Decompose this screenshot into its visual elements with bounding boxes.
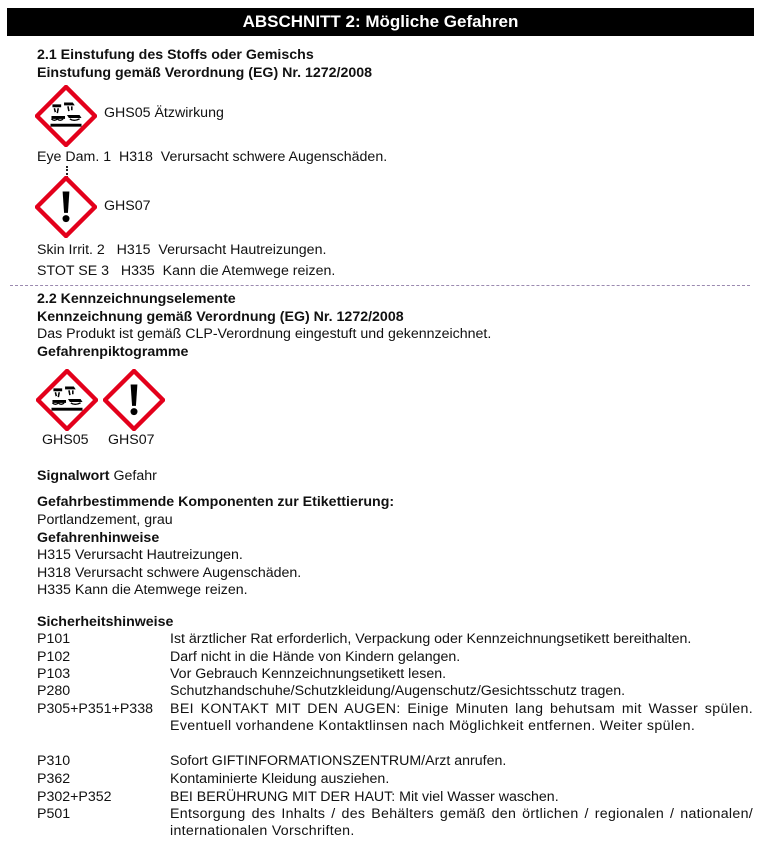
s21-subheading: Einstufung gemäß Verordnung (EG) Nr. 1272/2008 (37, 65, 373, 81)
safety-text: Entsorgung des Inhalts / des Behälters gemäß den örtlichen / regionalen / nationalen/ internationalen Vorschriften. (170, 806, 753, 839)
safety-row (37, 789, 753, 806)
safety-row (37, 771, 753, 788)
s21-line-eye-dam: Eye Dam. 1 H318 Verursacht schwere Augenschäden. (37, 149, 388, 165)
safety-code: P302+P352 (37, 789, 112, 805)
hazard-heading: Gefahrenhinweise (37, 530, 160, 546)
safety-row (37, 701, 753, 753)
s22-heading: 2.2 Kennzeichnungselemente (37, 291, 236, 307)
signal-word-value: Gefahr (113, 468, 157, 484)
safety-row (37, 753, 753, 770)
section-header (7, 8, 754, 36)
section-divider (10, 285, 750, 286)
exclamation-mark-icon (35, 176, 97, 238)
safety-code: P101 (37, 631, 71, 647)
signal-word (37, 468, 157, 485)
s21-picto-label-2: GHS07 (104, 198, 151, 214)
safety-heading: Sicherheitshinweise (37, 614, 174, 630)
pictogram-label-ghs07: GHS07 (108, 432, 155, 448)
safety-row (37, 649, 753, 666)
safety-text: BEI BERÜHRUNG MIT DER HAUT: Mit viel Wasser waschen. (170, 789, 559, 805)
s22-clp-text: Das Produkt ist gemäß CLP-Verordnung eingestuft und gekennzeichnet. (37, 326, 492, 342)
components-heading: Gefahrbestimmende Komponenten zur Etikettierung: (37, 494, 395, 510)
s21-picto-label-1: GHS05 Ätzwirkung (104, 105, 224, 121)
s21-heading: 2.1 Einstufung des Stoffs oder Gemischs (37, 47, 314, 63)
safety-code: P102 (37, 649, 71, 665)
s22-pictograms-heading: Gefahrenpiktogramme (37, 344, 189, 360)
hazard-statement: H318 Verursacht schwere Augenschäden. (37, 565, 302, 581)
safety-text: Schutzhandschuhe/Schutzkleidung/Augenschutz/Gesichtsschutz tragen. (170, 683, 626, 699)
safety-row (37, 806, 753, 840)
safety-code: P305+P351+P338 (37, 701, 153, 717)
safety-text: Darf nicht in die Hände von Kindern gelangen. (170, 649, 461, 665)
safety-row (37, 666, 753, 683)
s22-subheading: Kennzeichnung gemäß Verordnung (EG) Nr. 1272/2008 (37, 309, 404, 325)
pictogram-label-ghs05: GHS05 (42, 432, 89, 448)
safety-code: P362 (37, 771, 71, 787)
corrosion-icon (36, 369, 98, 431)
safety-code: P103 (37, 666, 71, 682)
safety-text: Sofort GIFTINFORMATIONSZENTRUM/Arzt anrufen. (170, 753, 507, 769)
s21-line-stot: STOT SE 3 H335 Kann die Atemwege reizen. (37, 263, 336, 279)
safety-code: P310 (37, 753, 71, 769)
safety-code: P280 (37, 683, 71, 699)
safety-text: Vor Gebrauch Kennzeichnungsetikett lesen. (170, 666, 447, 682)
exclamation-mark-icon (103, 369, 165, 431)
signal-word-label: Signalwort (37, 468, 110, 484)
safety-row (37, 683, 753, 700)
safety-text: BEI KONTAKT MIT DEN AUGEN: Einige Minuten lang behutsam mit Wasser spülen. Eventuell vorhandene Kontaktlinsen nach Möglichkeit entfernen. Weiter spülen. (170, 701, 753, 734)
safety-code: P501 (37, 806, 71, 822)
hazard-statement: H315 Verursacht Hautreizungen. (37, 547, 243, 563)
components-value: Portlandzement, grau (37, 512, 173, 528)
safety-row (37, 631, 753, 648)
hazard-statement: H335 Kann die Atemwege reizen. (37, 582, 248, 598)
section-title: ABSCHNITT 2: Mögliche Gefahren (242, 12, 519, 31)
safety-text: Kontaminierte Kleidung ausziehen. (170, 771, 390, 787)
corrosion-icon (35, 85, 97, 147)
s21-line-skin-irrit: Skin Irrit. 2 H315 Verursacht Hautreizungen. (37, 242, 327, 258)
safety-text: Ist ärztlicher Rat erforderlich, Verpackung oder Kennzeichnungsetikett bereithalten. (170, 631, 692, 647)
